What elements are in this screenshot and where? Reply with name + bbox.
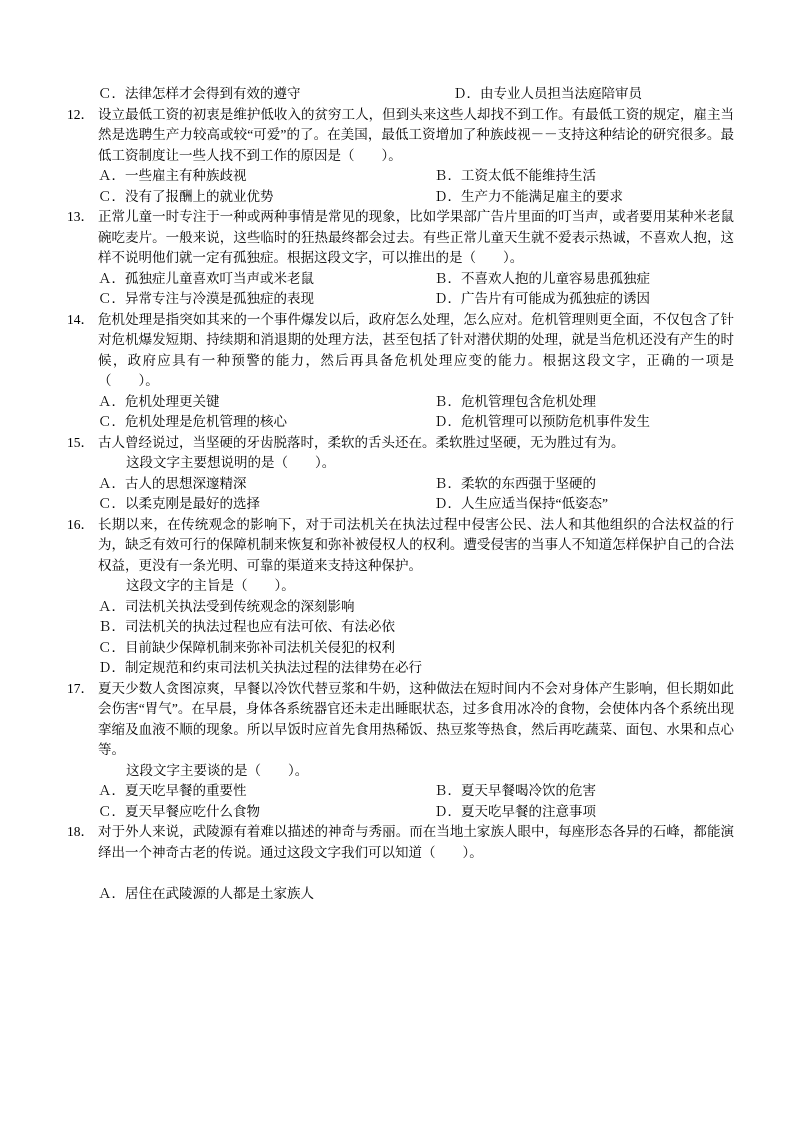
question-sub-stem: 这段文字主要想说明的是（ ）。 (126, 455, 336, 470)
question-stem: 危机处理是指突如其来的一个事件爆发以后，政府怎么处理，怎么应对。危机管理则更全面，不仅包含了针对危机爆发短期、持续期和消退期的处理方法，甚至包括了针对潜伏期的处理，就是当危机还没有产生的时候，政府应具有一种预警的能力，然后再具备危机处理应变的能力。根据这段文字，正确的一项是（ ）。 (98, 311, 734, 388)
option-b: Ｂ．危机管理包含危机处理 (434, 393, 596, 409)
options-row (98, 412, 734, 433)
carryover-options-row (98, 84, 772, 105)
option-a: Ａ．孤独症儿童喜欢叮当声或米老鼠 (98, 270, 314, 286)
question-number: 12． (67, 106, 94, 122)
option-d: Ｄ．人生应适当保持“低姿态” (434, 496, 608, 511)
options-row (98, 494, 734, 515)
question-number: 14． (67, 311, 94, 327)
question-17 (60, 679, 734, 823)
question-stem: 对于外人来说，武陵源有着难以描述的神奇与秀丽。而在当地土家族人眼中，每座形态各异的石峰，都能演绎出一个神奇古老的传说。通过这段文字我们可以知道（ ）。 (98, 824, 734, 860)
option-b: Ｂ．司法机关的执法过程也应有法可依、有法必依 (98, 619, 395, 634)
question-stem: 长期以来，在传统观念的影响下，对于司法机关在执法过程中侵害公民、法人和其他组织的合法权益的行为，缺乏有效可行的保障机制来恢复和弥补被侵权人的权利。遭受侵害的当事人不知道怎样保护自己的合法权益，更没有一条光明、可靠的渠道来支持这种保护。 (98, 516, 734, 573)
options-row (98, 187, 734, 208)
question-stem: 正常儿童一时专注于一种或两种事情是常见的现象，比如学果部广告片里面的叮当声，或者要用某种米老鼠碗吃麦片。一般来说，这些临时的狂热最终都会过去。有些正常儿童天生就不爱表示热诚，不喜欢人抱，这样不说明他们就一定有孤独症。根据这段文字，可以推出的是（ ）。 (98, 209, 734, 265)
question-15 (60, 433, 734, 515)
option-d: Ｄ．由专业人员担当法庭陪审员 (453, 86, 642, 101)
option-b: Ｂ．不喜欢人抱的儿童容易患孤独症 (434, 270, 650, 286)
options-row (98, 166, 734, 187)
question-13 (60, 207, 734, 310)
option-d: Ｄ．夏天吃早餐的注意事项 (434, 803, 596, 819)
option-a: Ａ．夏天吃早餐的重要性 (98, 783, 247, 798)
option-a: Ａ．司法机关执法受到传统观念的深刻影响 (98, 598, 355, 614)
option-b: Ｂ．柔软的东西强于坚硬的 (434, 475, 596, 491)
option-a: Ａ．一些雇主有种族歧视 (98, 168, 247, 183)
question-sub-stem: 这段文字主要谈的是（ ）。 (126, 762, 309, 778)
options-row (98, 269, 734, 290)
document-body (60, 84, 734, 904)
option-c: Ｃ．法律怎样才会得到有效的遵守 (98, 86, 301, 101)
options-group (98, 269, 734, 310)
option-c: Ｃ．危机处理是危机管理的核心 (98, 414, 287, 429)
question-number: 16． (67, 516, 94, 532)
option-b: Ｂ．工资太低不能维持生活 (434, 168, 596, 183)
spacer-line (60, 863, 734, 884)
option-c: Ｃ．目前缺少保障机制来弥补司法机关侵犯的权利 (98, 639, 395, 655)
options-group (98, 474, 734, 515)
options-row (98, 802, 734, 823)
question-number: 15． (67, 434, 94, 450)
options-row (98, 781, 734, 802)
question-12 (60, 105, 734, 208)
question-14 (60, 310, 734, 433)
option-a: Ａ．危机处理更关键 (98, 393, 220, 409)
question-number: 18． (67, 824, 94, 839)
question-stem: 古人曾经说过，当坚硬的牙齿脱落时，柔软的舌头还在。柔软胜过坚硬，无为胜过有为。 (98, 434, 625, 450)
option-d: Ｄ．生产力不能满足雇主的要求 (434, 188, 623, 204)
options-group (98, 597, 734, 679)
question-sub-stem: 这段文字的主旨是（ ）。 (126, 578, 295, 593)
question-number: 13． (67, 209, 94, 224)
question-18 (60, 822, 734, 904)
options-group (98, 392, 734, 433)
option-c: Ｃ．夏天早餐应吃什么食物 (98, 803, 260, 819)
question-stem: 设立最低工资的初衷是维护低收入的贫穷工人，但到头来这些人却找不到工作。有最低工资的规定，雇主当然是选聘生产力较高或较“可爱”的了。在美国，最低工资增加了种族歧视－－支持这种结论的研究很多。最低工资制度让一些人找不到工作的原因是（ ）。 (98, 106, 734, 163)
option-c: Ｃ．以柔克刚是最好的选择 (98, 496, 260, 511)
option-c: Ｃ．没有了报酬上的就业优势 (98, 188, 274, 204)
options-row (98, 289, 734, 310)
option-a: Ａ．居住在武陵源的人都是土家族人 (98, 885, 314, 901)
question-number: 17． (67, 680, 94, 696)
options-group (98, 166, 734, 207)
option-d: Ｄ．危机管理可以预防危机事件发生 (434, 414, 650, 429)
question-16 (60, 515, 734, 679)
options-row (98, 392, 734, 413)
option-b: Ｂ．夏天早餐喝冷饮的危害 (434, 783, 596, 798)
option-a: Ａ．古人的思想深邃精深 (98, 475, 247, 491)
option-d: Ｄ．广告片有可能成为孤独症的诱因 (434, 291, 650, 306)
question-stem: 夏天少数人贪图凉爽，早餐以冷饮代替豆浆和牛奶，这种做法在短时间内不会对身体产生影响，但长期如此会伤害“胃气”。在早晨，身体各系统器官还未走出睡眠状态，过多食用冰冷的食物，会使体内各个系统出现挛缩及血液不顺的现象。所以早饭时应首先食用热稀饭、热豆浆等热食，然后再吃蔬菜、面包、水果和点心等。 (98, 680, 734, 757)
option-d: Ｄ．制定规范和约束司法机关执法过程的法律势在必行 (98, 660, 422, 675)
option-c: Ｃ．异常专注与冷漠是孤独症的表现 (98, 291, 314, 306)
options-row (98, 474, 734, 495)
options-group (98, 781, 734, 822)
